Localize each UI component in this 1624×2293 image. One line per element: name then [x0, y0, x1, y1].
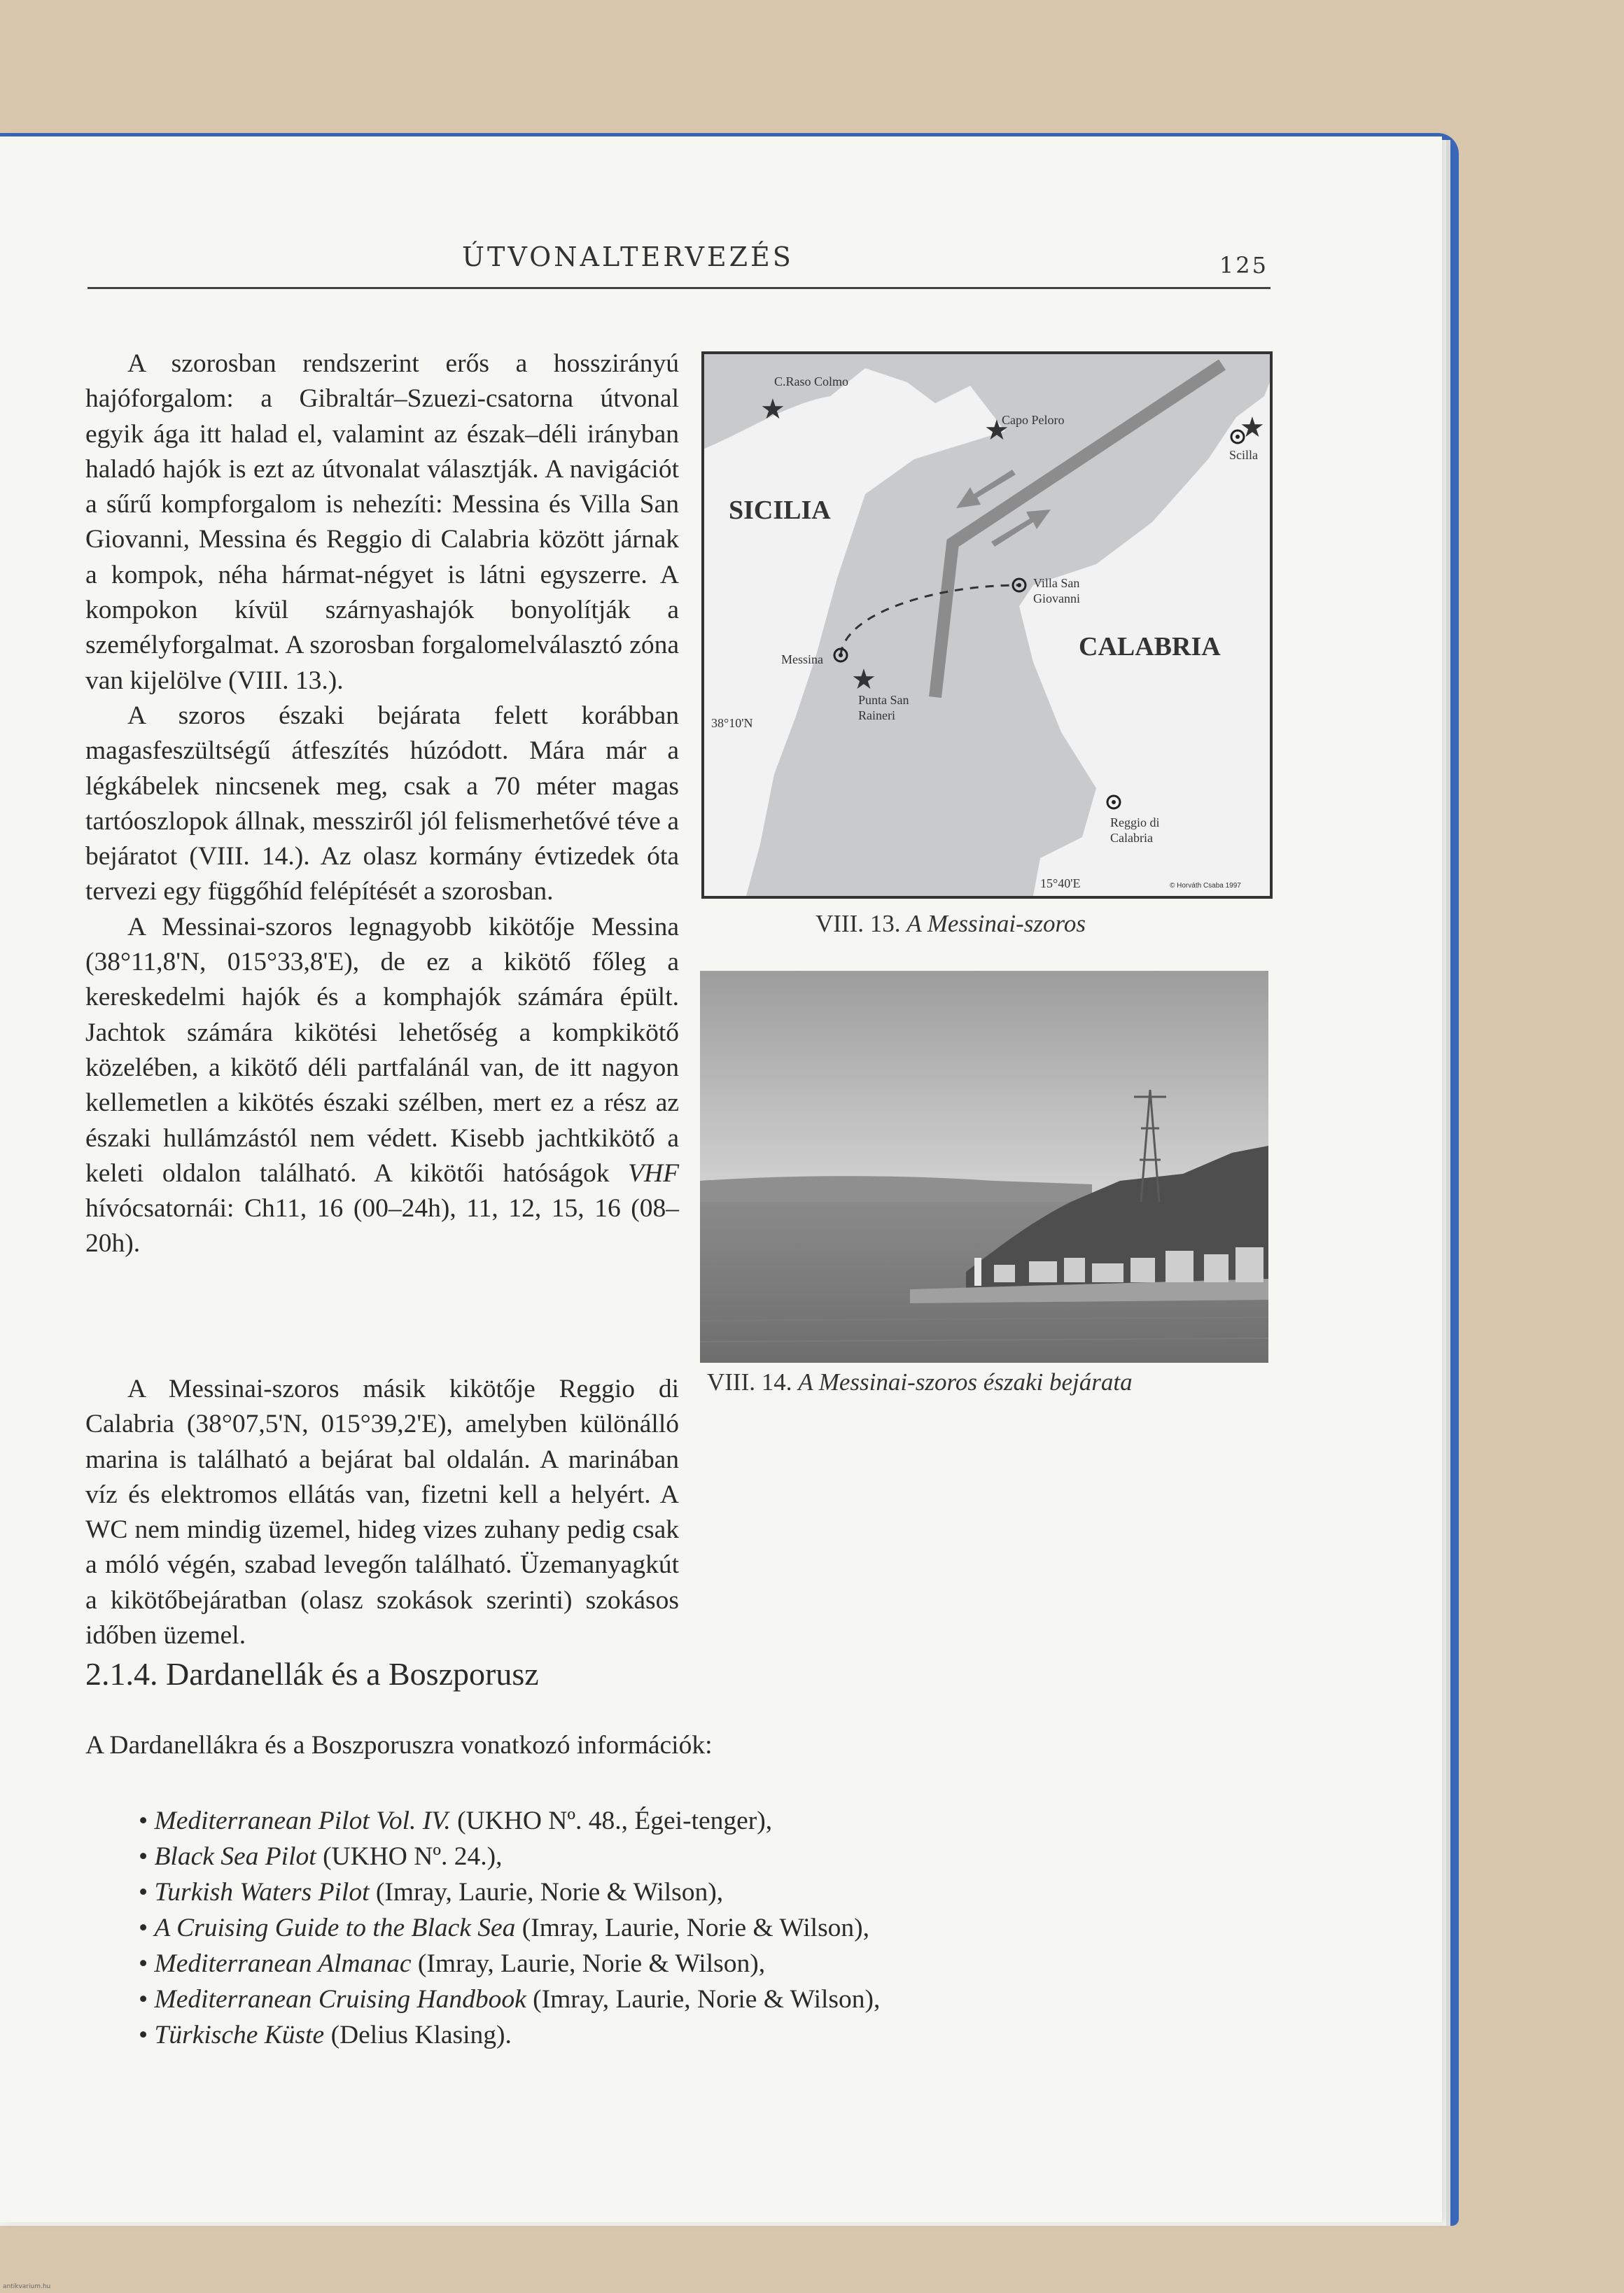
section-heading: 2.1.4. Dardanellák és a Boszporusz	[85, 1656, 539, 1692]
list-item	[139, 1982, 880, 2017]
ref-detail: (Delius Klasing).	[324, 2021, 512, 2049]
strait-map	[701, 351, 1273, 899]
photo-svg	[700, 971, 1268, 1363]
label-credit: © Horváth Csaba 1997	[1170, 882, 1241, 890]
sicily-land	[704, 368, 1005, 896]
list-item	[139, 1946, 880, 1982]
ref-title: Mediterranean Pilot Vol. IV.	[154, 1807, 451, 1835]
ref-detail: (Imray, Laurie, Norie & Wilson),	[526, 1985, 881, 2014]
label-raineri-1: Punta San	[858, 693, 909, 707]
list-item	[139, 1839, 880, 1874]
running-head	[84, 241, 1274, 283]
watermark: antikvarium.hu	[3, 2283, 51, 2290]
ref-title: Türkische Küste	[154, 2021, 325, 2049]
label-raineri-2: Raineri	[858, 708, 895, 722]
star-scilla: ★	[1240, 412, 1265, 444]
paragraph-pylons: A szoros északi bejárata felett korábban magasfeszültségű átfeszítés húzódott. Mára már a légkábelek nincsenek meg, csak a 70 méter magas tartóoszlopok állnak, messziről jól felismerhetővé téve a bejáratot (VIII. 14.). Az olasz kormány évtizedek óta tervezi egy függőhíd felépítését a szorosban.	[85, 701, 679, 906]
label-villa-2: Giovanni	[1033, 591, 1080, 605]
star-raso: ★	[760, 393, 785, 426]
ref-detail: (UKHO Nº. 48., Égei-tenger),	[450, 1807, 773, 1835]
ref-detail: (Imray, Laurie, Norie & Wilson),	[411, 1949, 766, 1978]
vhf-term: VHF	[628, 1158, 680, 1188]
header-rule	[88, 287, 1270, 289]
paragraph-traffic: A szorosban rendszerint erős a hosszirányú hajóforgalom: a Gibraltár–Szuezi-csatorna útvonal egyik ága itt halad el, valamint az észak–déli irányban haladó hajók is ezt az útvonalat választják. A navigációt a sűrű kompforgalom is nehezíti: Messina és Villa San Giovanni, Messina és Reggio di Calabria között járnak a kompok, néha hármat-négyet is látni egyszerre. A kompokon kívül szárnyashajók bonyolítják a személyforgalmat. A szorosban forgalomelválasztó zóna van kijelölve (VIII. 13.).	[85, 349, 679, 695]
paragraph-reggio: A Messinai-szoros másik kikötője Reggio di Calabria (38°07,5'N, 015°39,2'E), amelyben különálló marina is található a bejárat bal oldalán. A marinában víz és elektromos ellátás van, fizetni kell a helyért. A WC nem mindig üzemel, hideg vizes zuhany pedig csak a móló végén, szabad levegőn található. Üzemanyagkút a kikötőbejáratban (olasz szokások szerinti) szokásos időben üzemel.	[85, 1375, 679, 1650]
fig13-number: VIII. 13.	[816, 910, 901, 937]
marker-villa	[1013, 579, 1026, 591]
label-scilla: Scilla	[1229, 448, 1258, 462]
map-svg	[704, 354, 1270, 896]
label-calabria: CALABRIA	[1079, 632, 1221, 661]
star-peloro: ★	[984, 414, 1009, 447]
label-raso: C.Raso Colmo	[774, 374, 849, 388]
paragraph-messina-port	[85, 910, 679, 1262]
fig14-number: VIII. 14.	[707, 1368, 792, 1396]
list-item	[139, 1910, 880, 1946]
label-peloro: Capo Peloro	[1002, 413, 1065, 427]
ferry-route	[841, 585, 1019, 655]
column-text	[85, 346, 679, 1262]
ref-title: Black Sea Pilot	[154, 1842, 316, 1871]
full-width-text	[85, 1372, 1268, 1653]
caption-fig13	[816, 910, 1086, 938]
list-item	[139, 2017, 880, 2053]
list-item	[139, 1803, 880, 1839]
running-title: ÚTVONALTERVEZÉS	[462, 241, 794, 272]
label-reggio-1: Reggio di	[1110, 815, 1160, 829]
page-number: 125	[1219, 252, 1268, 279]
ref-title: A Cruising Guide to the Black Sea	[154, 1914, 516, 1942]
ref-title: Mediterranean Almanac	[154, 1949, 412, 1978]
ref-detail: (UKHO Nº. 24.),	[316, 1842, 503, 1871]
fig13-title: A Messinai-szoros	[906, 910, 1086, 937]
lighthouse	[974, 1258, 981, 1286]
list-item	[139, 1874, 880, 1910]
reference-list	[139, 1803, 880, 2053]
ref-detail: (Imray, Laurie, Norie & Wilson),	[515, 1914, 870, 1942]
sky	[700, 971, 1268, 1209]
ref-title: Turkish Waters Pilot	[154, 1878, 370, 1907]
ref-title: Mediterranean Cruising Handbook	[154, 1985, 526, 2014]
vhf-channels: hívócsatornái: Ch11, 16 (00–24h), 11, 12, 15, 16 (08–20h).	[85, 1194, 679, 1258]
section-intro: A Dardanellákra és a Boszporuszra vonatkozó információk:	[85, 1731, 713, 1760]
ref-detail: (Imray, Laurie, Norie & Wilson),	[369, 1878, 724, 1907]
paragraph-messina-text: A Messinai-szoros legnagyobb kikötője Messina (38°11,8'N, 015°33,8'E), de ez a kikötő főleg a kereskedelmi hajók és a komphajók számára épült. Jachtok számára kikötési lehetőség a kompkikötő közelében, a kikötő déli partfalánál van, de itt nagyon kellemetlen a kikötés északi szélben, mert ez a rész az északi hullámzástól nem védett. Kisebb jachtkikötő a keleti oldalon található. A kikötői hatóságok	[85, 912, 679, 1188]
label-reggio-2: Calabria	[1110, 831, 1153, 845]
label-messina: Messina	[781, 652, 823, 666]
strait-photo	[700, 971, 1268, 1363]
star-raineri: ★	[851, 664, 876, 696]
fig14-title: A Messinai-szoros északi bejárata	[798, 1368, 1133, 1396]
label-lon: 15°40'E	[1040, 876, 1081, 890]
label-lat: 38°10'N	[711, 716, 753, 730]
label-villa-1: Villa San	[1033, 576, 1080, 590]
label-sicilia: SICILIA	[729, 496, 831, 525]
